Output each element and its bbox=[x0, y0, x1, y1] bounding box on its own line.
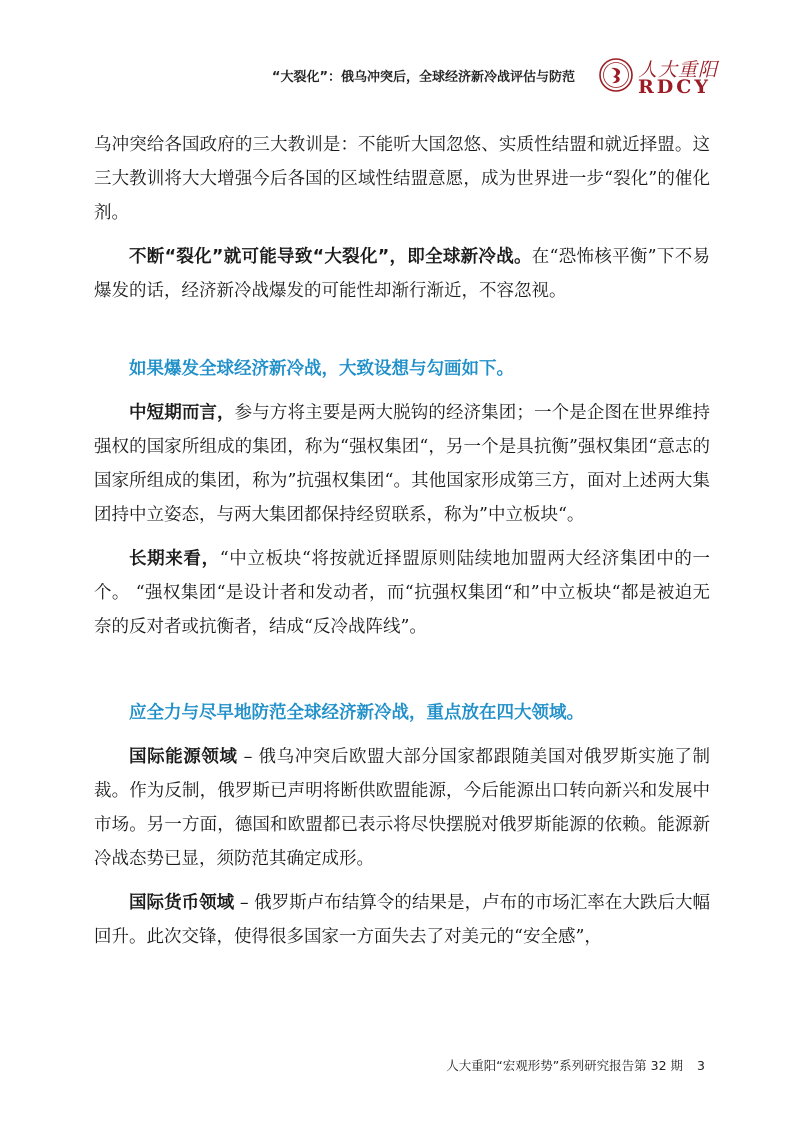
logo-chinese: 人大重阳 bbox=[638, 59, 719, 81]
bold-lead: 国际货币领域 bbox=[129, 893, 235, 913]
bold-lead: 不断“裂化”就可能导致“大裂化”，即全球新冷战。 bbox=[129, 247, 532, 267]
bold-lead: 中短期而言， bbox=[129, 403, 235, 423]
page-number: 3 bbox=[697, 1058, 705, 1073]
bold-lead: 国际能源领域 bbox=[129, 747, 238, 767]
section-heading: 如果爆发全球经济新冷战，大致设想与勾画如下。 bbox=[129, 359, 514, 379]
body-content bbox=[94, 128, 710, 954]
paragraph: 国际货币领域 – 俄罗斯卢布结算令的结果是，卢布的市场汇率在大跌后大幅回升。此次交锋，使得很多国家一方面失去了对美元的“安全感”， bbox=[94, 893, 711, 947]
logo-english: RDCY bbox=[638, 76, 711, 98]
report-title: “大裂化”：俄乌冲突后，全球经济新冷战评估与防范 bbox=[271, 70, 575, 85]
rdcy-logo bbox=[598, 55, 719, 98]
paragraph: 不断“裂化”就可能导致“大裂化”，即全球新冷战。在“恐怖核平衡”下不易爆发的话，经济新冷战爆发的可能性却渐行渐近，不容忽视。 bbox=[94, 247, 710, 301]
paragraph: 长期来看，“中立板块“将按就近择盟原则陆续地加盟两大经济集团中的一个。 “强权集团“是设计者和发动者，而“抗强权集团“和”中立板块“都是被迫无奈的反对者或抗衡者，结成“反冷战阵线”。 bbox=[94, 549, 710, 637]
footer-series: 人大重阳“宏观形势”系列研究报告第 32 期 bbox=[446, 1058, 684, 1073]
section-heading: 应全力与尽早地防范全球经济新冷战，重点放在四大领域。 bbox=[129, 703, 584, 723]
page-footer bbox=[446, 1056, 705, 1074]
paragraph: 中短期而言，参与方将主要是两大脱钩的经济集团；一个是企图在世界维持强权的国家所组成的集团，称为“强权集团“，另一个是具抗衡”强权集团“意志的国家所组成的集团，称为”抗强权集团“。其他国家形成第三方，面对上述两大集团持中立姿态，与两大集团都保持经贸联系，称为”中立板块“。 bbox=[94, 403, 710, 525]
bold-lead: 长期来看， bbox=[129, 549, 220, 569]
seal-icon bbox=[598, 57, 634, 93]
paragraph: 乌冲突给各国政府的三大教训是：不能听大国忽悠、实质性结盟和就近择盟。这三大教训将大大增强今后各国的区域性结盟意愿，成为世界进一步“裂化”的催化剂。 bbox=[94, 135, 710, 223]
paragraph: 国际能源领域 – 俄乌冲突后欧盟大部分国家都跟随美国对俄罗斯实施了制裁。作为反制，俄罗斯已声明将断供欧盟能源，今后能源出口转向新兴和发展中市场。另一方面，德国和欧盟都已表示将尽快摆脱对俄罗斯能源的依赖。能源新冷战态势已显，须防范其确定成形。 bbox=[94, 747, 711, 869]
